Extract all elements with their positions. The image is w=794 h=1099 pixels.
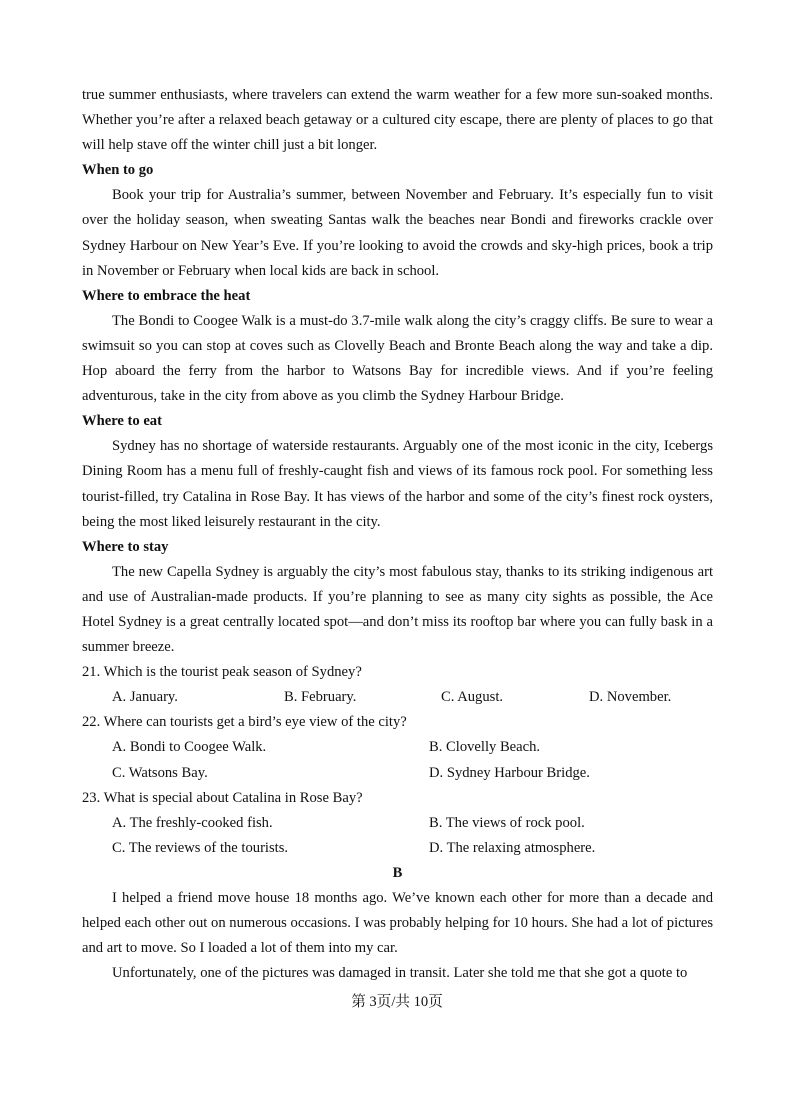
question-23-stem: 23. What is special about Catalina in Rose Bay? bbox=[82, 789, 363, 806]
question-23-option-b: B. The views of rock pool. bbox=[429, 814, 585, 831]
passage-b-paragraph-1: I helped a friend move house 18 months ago. We’ve known each other for more than a decade and helped each other out on numerous occasions. I was probably helping for 10 hours. She had a lot of pictures and art to move. So I loaded a lot of them into my car. bbox=[82, 890, 713, 957]
question-23-option-d: D. The relaxing atmosphere. bbox=[429, 839, 596, 856]
passage-a-intro: true summer enthusiasts, where travelers can extend the warm weather for a few more sun-soaked months. Whether you’re after a relaxed beach getaway or a cultured city escape, there are plenty of places to go that will help stave off the winter chill just a bit longer. bbox=[82, 87, 713, 154]
question-22-option-b: B. Clovelly Beach. bbox=[429, 739, 541, 756]
section-heading-where-to-eat: Where to eat bbox=[82, 413, 162, 430]
question-22-options-row-2 bbox=[82, 761, 713, 786]
passage-b-paragraph-2: Unfortunately, one of the pictures was damaged in transit. Later she told me that she got a quote to bbox=[112, 965, 688, 982]
passage-b-label: B bbox=[392, 864, 403, 881]
question-22-option-c: C. Watsons Bay. bbox=[112, 764, 208, 781]
question-21-stem: 21. Which is the tourist peak season of Sydney? bbox=[82, 664, 362, 681]
section-text-when-to-go: Book your trip for Australia’s summer, between November and February. It’s especially fun to visit over the holiday season, when sweating Santas walk the beaches near Bondi and fireworks crackle over Sydney Harbour on New Year’s Eve. If you’re looking to avoid the crowds and sky-high prices, book a trip in November or February when local kids are back in school. bbox=[82, 187, 713, 279]
section-text-where-to-eat: Sydney has no shortage of waterside restaurants. Arguably one of the most iconic in the city, Icebergs Dining Room has a menu full of freshly-caught fish and views of its famous rock pool. For something less tourist-filled, try Catalina in Rose Bay. It has views of the harbor and some of the city’s finest rock oysters, being the most liked leisurely restaurant in the city. bbox=[82, 438, 713, 530]
question-22-option-a: A. Bondi to Coogee Walk. bbox=[112, 739, 267, 756]
question-21-option-b: B. February. bbox=[284, 689, 357, 706]
question-23-option-a: A. The freshly-cooked fish. bbox=[112, 814, 273, 831]
section-text-embrace-heat: The Bondi to Coogee Walk is a must-do 3.7-mile walk along the city’s craggy cliffs. Be sure to wear a swimsuit so you can stop at coves such as Clovelly Beach and Bronte Beach along the way and take a dip. Hop aboard the ferry from the harbor to Watsons Bay for incredible views. And if you’re feeling adventurous, take in the city from above as you climb the Sydney Harbour Bridge. bbox=[82, 312, 713, 405]
question-23-options-row-1 bbox=[82, 811, 713, 836]
section-heading-when-to-go: When to go bbox=[82, 162, 154, 179]
question-21-option-a: A. January. bbox=[112, 689, 178, 706]
section-heading-where-to-stay: Where to stay bbox=[82, 538, 169, 555]
section-text-where-to-stay: The new Capella Sydney is arguably the city’s most fabulous stay, thanks to its striking indigenous art and use of Australian-made products. If you’re planning to see as many city sights as possible, the Ace Hotel Sydney is a great centrally located spot—and don’t miss its rooftop bar where you can fully bask in a summer breeze. bbox=[82, 563, 713, 656]
question-21-option-d: D. November. bbox=[589, 689, 672, 706]
question-22-stem: 22. Where can tourists get a bird’s eye view of the city? bbox=[82, 714, 407, 731]
page-number-footer: 第 3页/共 10页 bbox=[351, 994, 443, 1010]
question-22-options-row-1 bbox=[82, 735, 713, 760]
question-23-options-row-2 bbox=[82, 836, 713, 861]
question-21-options bbox=[82, 685, 713, 710]
question-22-option-d: D. Sydney Harbour Bridge. bbox=[429, 764, 590, 781]
question-23-option-c: C. The reviews of the tourists. bbox=[112, 839, 289, 856]
section-heading-embrace-heat: Where to embrace the heat bbox=[82, 287, 251, 304]
question-21-option-c: C. August. bbox=[441, 689, 504, 706]
page-content bbox=[82, 83, 713, 986]
